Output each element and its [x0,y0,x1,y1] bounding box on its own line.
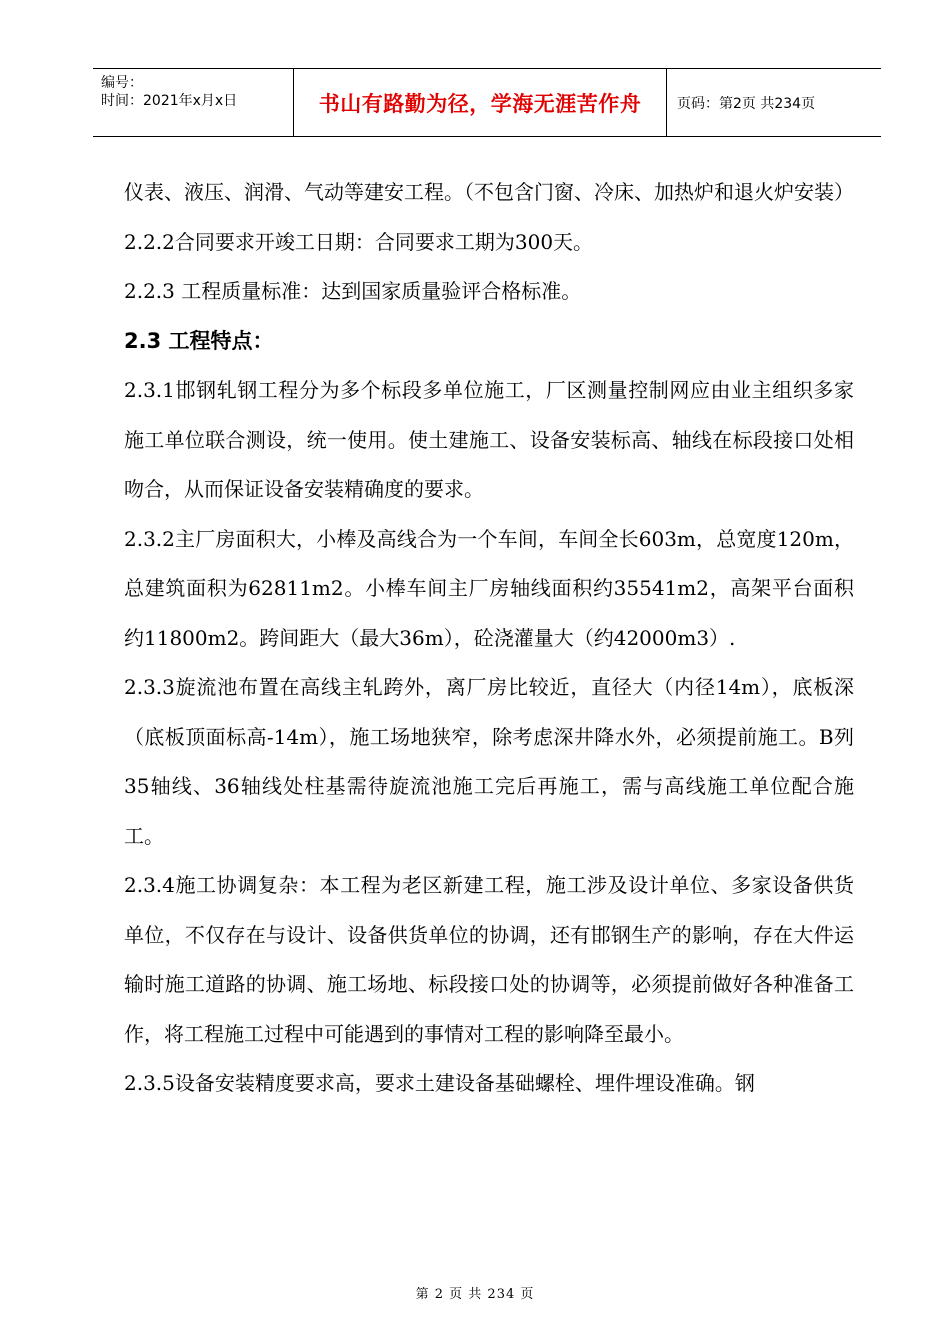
paragraph: 2.2.2合同要求开竣工日期：合同要求工期为300天。 [124,229,594,254]
document-body [124,168,854,1109]
page-footer: 第 2 页 共 234 页 [415,1287,535,1302]
header-meta [93,69,293,136]
document-number-label: 编号： [101,75,143,91]
paragraph: 2.3.5设备安装精度要求高，要求土建设备基础螺栓、埋件埋设准确。钢 [124,1071,755,1095]
header-motto: 书山有路勤为径，学海无涯苦作舟 [293,69,667,136]
document-time-label: 时间：2021年x月x日 [101,93,238,109]
paragraph: 2.2.3 工程质量标准：达到国家质量验评合格标准。 [124,279,582,303]
page-header [93,68,881,137]
paragraph: 仪表、液压、润滑、气动等建安工程。（不包含门窗、冷床、加热炉和退火炉安装） [124,180,854,204]
paragraph: 2.3.1邯钢轧钢工程分为多个标段多单位施工，厂区测量控制网应由业主组织多家施工单位联合测设，统一使用。使土建施工、设备安装标高、轴线在标段接口处相吻合，从而保证设备安装精确度的要求。 [124,378,854,501]
header-page-info: 页码：第2页 共234页 [677,95,816,112]
paragraph: 2.3.4施工协调复杂：本工程为老区新建工程，施工涉及设计单位、多家设备供货单位，不仅存在与设计、设备供货单位的协调，还有邯钢生产的影响，存在大件运输时施工道路的协调、施工场地、标段接口处的协调等，必须提前做好各种准备工作，将工程施工过程中可能遇到的事情对工程的影响降至最小。 [124,873,854,1046]
paragraph: 2.3.2主厂房面积大，小棒及高线合为一个车间，车间全长603m，总宽度120m，总建筑面积为62811m2。小棒车间主厂房轴线面积约35541m2，高架平台面积约11800m2。跨间距大（最大36m），砼浇灌量大（约42000m3）. [124,526,854,650]
section-heading: 2.3 工程特点： [124,328,274,353]
paragraph: 2.3.3旋流池布置在高线主轧跨外，离厂房比较近，直径大（内径14m），底板深（底板顶面标高-14m），施工场地狭窄，除考虑深井降水外，必须提前施工。B列35轴线、36轴线处柱基需待旋流池施工完后再施工，需与高线施工单位配合施工。 [124,675,854,848]
